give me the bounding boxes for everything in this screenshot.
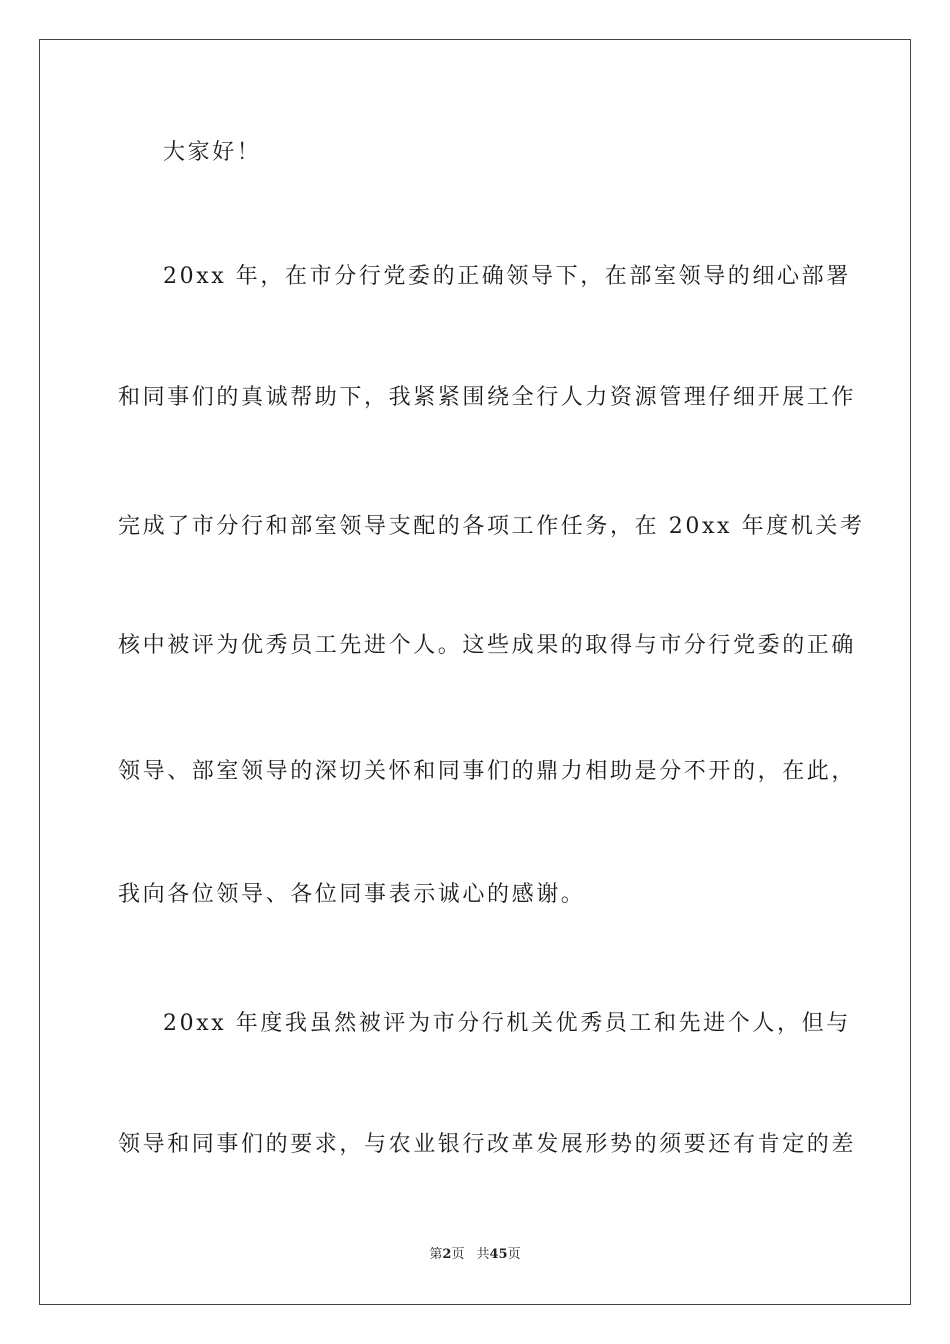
paragraph-2-line-2: 领导和同事们的要求，与农业银行改革发展形势的须要还有肯定的差 [118, 1132, 857, 1157]
paragraph-1-line-2: 和同事们的真诚帮助下，我紧紧围绕全行人力资源管理仔细开展工作 [118, 385, 857, 410]
paragraph-1-line-4: 核中被评为优秀员工先进个人。这些成果的取得与市分行党委的正确 [118, 633, 857, 658]
footer-total-prefix: 共 [476, 1247, 490, 1262]
page-footer [0, 1246, 950, 1264]
footer-page-prefix: 第 [429, 1247, 443, 1262]
paragraph-1-line-1: 20xx 年，在市分行党委的正确领导下，在部室领导的细心部署 [163, 264, 851, 289]
paragraph-1-line-3: 完成了市分行和部室领导支配的各项工作任务，在 20xx 年度机关考 [118, 514, 865, 539]
paragraph-1-line-5: 领导、部室领导的深切关怀和同事们的鼎力相助是分不开的，在此， [118, 759, 857, 784]
footer-page-number: 2 [442, 1247, 452, 1262]
greeting-line: 大家好！ [163, 140, 262, 165]
footer-page-suffix: 页 [451, 1247, 465, 1262]
footer-total-pages: 45 [489, 1247, 508, 1262]
paragraph-2-line-1: 20xx 年度我虽然被评为市分行机关优秀员工和先进个人，但与 [163, 1011, 851, 1036]
paragraph-1-line-6: 我向各位领导、各位同事表示诚心的感谢。 [118, 882, 586, 907]
page-border [39, 39, 911, 1305]
footer-total-suffix: 页 [507, 1247, 521, 1262]
